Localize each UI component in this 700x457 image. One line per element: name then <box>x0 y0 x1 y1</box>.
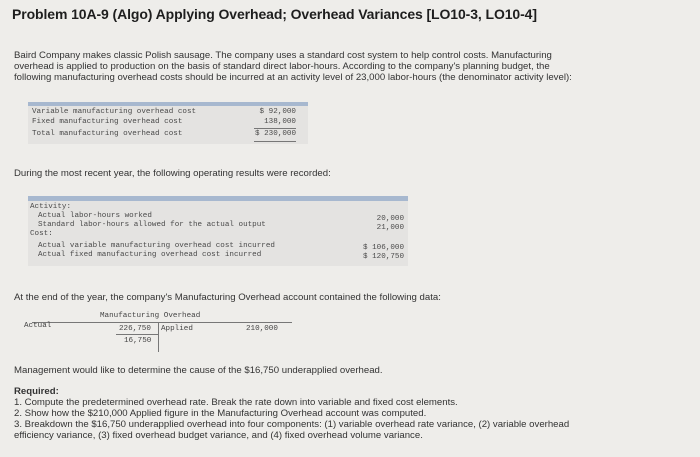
required-item: 3. Breakdown the $16,750 underapplied overhead into four components: (1) variable overhead rate variance, (2) variable overhead <box>14 419 570 430</box>
t-account-divider <box>158 322 159 352</box>
results-row-value: $ 120,750 <box>362 253 404 261</box>
required-item: efficiency variance, (3) fixed overhead budget variance, and (4) fixed overhead volume variance. <box>14 430 423 441</box>
subtotal-rule <box>254 128 296 129</box>
results-row-value: 21,000 <box>376 224 404 232</box>
intro-line: overhead is applied to production on the basis of standard direct labor-hours. According to the company's planning budget, the <box>14 61 550 72</box>
budget-row-label: Fixed manufacturing overhead cost <box>32 118 183 126</box>
total-double-rule <box>254 141 296 142</box>
budget-row-label: Variable manufacturing overhead cost <box>32 108 197 116</box>
t-account-balance: 16,750 <box>124 337 152 345</box>
t-account-heading: Manufacturing Overhead <box>100 312 201 320</box>
results-intro: During the most recent year, the following operating results were recorded: <box>14 168 331 179</box>
cost-heading: Cost: <box>30 230 53 238</box>
required-heading: Required: <box>14 386 59 397</box>
manufacturing-overhead-t-account <box>24 312 292 352</box>
results-row-label: Actual labor-hours worked <box>38 212 152 220</box>
problem-title: Problem 10A-9 (Algo) Applying Overhead; Overhead Variances [LO10-3, LO10-4] <box>12 6 537 22</box>
t-account-top-rule <box>32 322 292 323</box>
activity-heading: Activity: <box>30 203 72 211</box>
table-header-bar <box>28 196 408 201</box>
budget-row-label: Total manufacturing overhead cost <box>32 130 183 138</box>
budget-row-value: 138,000 <box>264 118 296 126</box>
budget-row-value: $ 230,000 <box>254 130 296 138</box>
account-intro: At the end of the year, the company's Manufacturing Overhead account contained the following data: <box>14 292 441 303</box>
t-account-debit: 226,750 <box>119 325 151 333</box>
t-account-credit: 210,000 <box>246 325 278 333</box>
required-item: 2. Show how the $210,000 Applied figure in the Manufacturing Overhead account was computed. <box>14 408 427 419</box>
required-list <box>14 397 690 441</box>
results-row-value: $ 106,000 <box>362 244 404 252</box>
results-row-label: Actual fixed manufacturing overhead cost incurred <box>38 251 262 259</box>
required-item: 1. Compute the predetermined overhead rate. Break the rate down into variable and fixed cost elements. <box>14 397 458 408</box>
management-note: Management would like to determine the cause of the $16,750 underapplied overhead. <box>14 365 383 376</box>
results-row-label: Standard labor-hours allowed for the actual output <box>38 221 266 229</box>
intro-line: following manufacturing overhead costs should be incurred at an activity level of 23,000 labor-hours (the denominator activity level): <box>14 72 572 83</box>
t-account-balance-rule <box>116 334 158 335</box>
results-row-label: Actual variable manufacturing overhead cost incurred <box>38 242 275 250</box>
budget-table <box>28 102 308 144</box>
budget-row-value: $ 92,000 <box>259 108 296 116</box>
results-table <box>28 196 408 266</box>
results-row-value: 20,000 <box>376 215 404 223</box>
t-account-applied-label: Applied <box>161 325 193 333</box>
t-account-actual-label: Actual <box>24 322 52 330</box>
intro-paragraph <box>14 50 690 83</box>
intro-line: Baird Company makes classic Polish sausage. The company uses a standard cost system to help control costs. Manufacturing <box>14 50 552 61</box>
table-header-bar <box>28 102 308 106</box>
